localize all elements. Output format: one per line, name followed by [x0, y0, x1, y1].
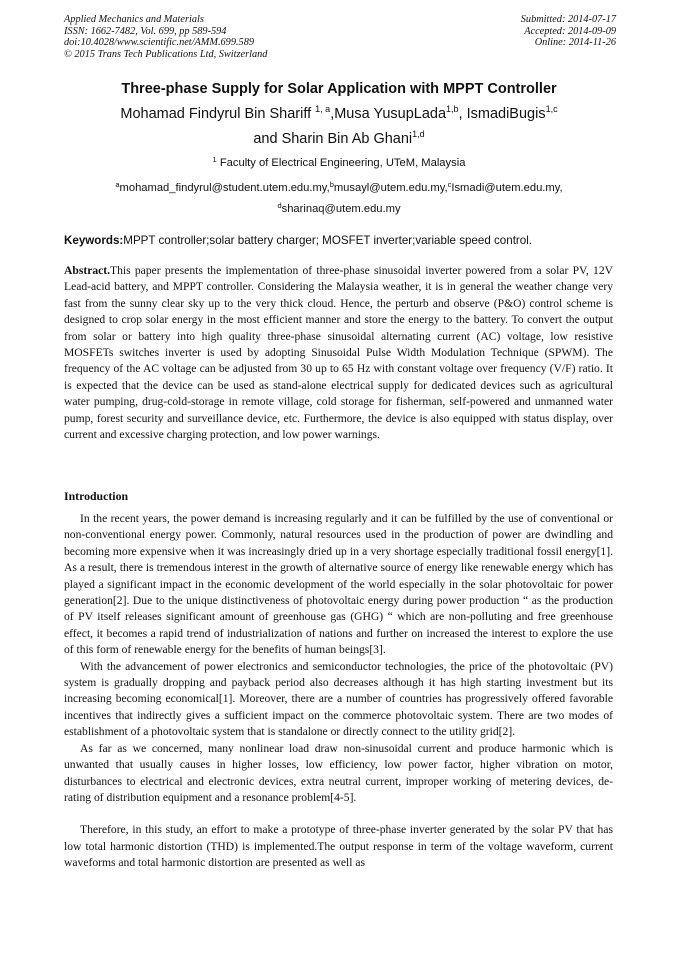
paragraph: With the advancement of power electronics and semiconductor technologies, the price of the photovoltaic (PV) system is gradually dropping and payback period also decreases although it has high starting investment but its increasing becoming economical[1]. Moreover, there are a number of countries has progressively offered favorable incentives that indirectly gives a sufficient impact on the commerce photovoltaic system. There are two modes of establishment of a photovoltaic system that is standalone or directly connect to the utility grid[2].	[64, 659, 613, 739]
email-line-1	[0, 178, 678, 199]
email-superscript: a	[115, 180, 120, 189]
header-publication-info	[64, 14, 267, 60]
author-name: Musa YusupLada	[334, 106, 447, 122]
email-link[interactable]: Ismadi@utem.edu.my,	[451, 182, 563, 194]
journal-name: Applied Mechanics and Materials	[64, 14, 204, 25]
online-date: Online: 2014-11-26	[534, 37, 616, 49]
paper-title: Three-phase Supply for Solar Application with MPPT Controller	[121, 81, 557, 97]
affiliation-text: Faculty of Electrical Engineering, UTeM, Malaysia	[219, 157, 466, 169]
paragraph: Therefore, in this study, an effort to make a prototype of three-phase inverter generated by the solar PV that has low total harmonic distortion (THD) is implemented.The output response in term of the voltage waveform, current waveforms and total harmonic distortion are presented as well as	[64, 823, 613, 870]
email-superscript: b	[329, 180, 334, 189]
author-conjunction: and	[253, 131, 278, 147]
abstract-text: This paper presents the implementation of three-phase sinusoidal inverter powered from a solar PV, 12V Lead-acid battery, and MPPT controller. Considering the Malaysia weather, it is in general the weather change very fast from the sunny clear sky up to the very thick cloud. Hence, the perturb and observe (P&O) control scheme is designed to crop solar energy in the most efficient manner and store the energy to the battery. To convert the output from solar or battery into high quality three-phase sinusoidal alternating current (AC) voltage, low resistive MOSFETs switches inverter is used by adopting Sinusoidal Pulse Width Modulation Technique (SPWM). The frequency of the AC voltage can be adjusted from 30 up to 65 Hz with constant voltage over frequency (V/F) ratio. It is expected that the device can be used as stand-alone electrical supply for dedicated devices such as agricultural water pumping, drug-cold-storage in remote village, cold storage for fisherman, self-powered and unmanned water pump, forest security and surveillance device, etc. Furthermore, the device is also equipped with status display, over current and excessive charging protection, and low power warnings.	[64, 264, 613, 442]
paragraph: As far as we concerned, many nonlinear load draw non-sinusoidal current and produce harmonic which is unwanted that usually causes in higher losses, low efficiency, low power factor, higher vibration on motor, disturbances to electrical and electronic devices, extra neutral current, improper working of metering devices, de-rating of distribution equipment and a resonance problem[4-5].	[64, 741, 613, 804]
section-heading-introduction: Introduction	[64, 489, 129, 503]
keywords-label: Keywords:	[64, 234, 124, 247]
paragraph: In the recent years, the power demand is increasing regularly and it can be fulfilled by the use of conventional or non-conventional energy power. Commonly, natural resources used in the production of power are dwindling and becoming more expensive when it was increasingly dried up in a very shortage especially traditional fossil energy[1]. As a result, there is tremendous interest in the growth of alternative source of energy like renewable energy which has played a significant impact in the economic development of the world especially in the solar photovoltaic for power generation[2]. Due to the unique distinctiveness of photovoltaic energy during power production “ as the production of PV itself releases significant amount of greenhouse gas (GHG) “ which are non-polluting and free greenhouse effect, it becomes a rapid trend of industrialization of nations and further on increased the interest to explore the use of this form of renewable energy for the benefits of human beings[3].	[64, 512, 613, 657]
author-name: IsmadiBugis	[466, 106, 546, 122]
email-line-2	[0, 199, 678, 220]
keywords-text: MPPT controller;solar battery charger; MOSFET inverter;variable speed control.	[123, 234, 533, 247]
email-superscript: d	[277, 201, 282, 210]
author-name: Mohamad Findyrul Bin Shariff	[120, 106, 312, 122]
email-link[interactable]: musayl@utem.edu.my,	[333, 182, 448, 194]
introduction-body	[64, 511, 613, 872]
author-superscript: 1, a	[315, 104, 331, 114]
author-list	[0, 102, 678, 152]
issn-line: ISSN: 1662-7482, Vol. 699, pp 589-594	[64, 25, 227, 37]
header-dates	[521, 14, 616, 49]
author-emails	[0, 178, 678, 220]
copyright-line: © 2015 Trans Tech Publications Ltd, Switzerland	[64, 48, 268, 60]
submitted-date: Submitted: 2014-07-17	[520, 14, 616, 25]
author-line-2	[0, 127, 678, 152]
abstract	[64, 263, 613, 443]
email-link[interactable]: mohamad_findyrul@student.utem.edu.my,	[119, 182, 330, 194]
email-link[interactable]: sharinaq@utem.edu.my	[281, 203, 401, 215]
journal-header	[64, 14, 616, 64]
author-superscript: 1,b	[446, 104, 459, 114]
author-name: Sharin Bin Ab Ghani	[281, 131, 413, 147]
affiliation	[0, 157, 678, 169]
author-superscript: 1,d	[412, 129, 425, 139]
abstract-label: Abstract.	[64, 264, 111, 277]
keywords	[64, 234, 616, 247]
affiliation-superscript: 1	[212, 155, 217, 164]
author-line-1: Mohamad Findyrul Bin Shariff $^{1, a}$,Musa YusupLada$^{1,b}$, IsmadiBugis$^{1,c}$	[120, 104, 558, 122]
email-superscript: c	[447, 180, 452, 189]
doi-line: doi:10.4028/www.scientific.net/AMM.699.589	[64, 37, 254, 49]
accepted-date: Accepted: 2014-09-09	[524, 25, 616, 37]
author-superscript: 1,c	[545, 104, 558, 114]
